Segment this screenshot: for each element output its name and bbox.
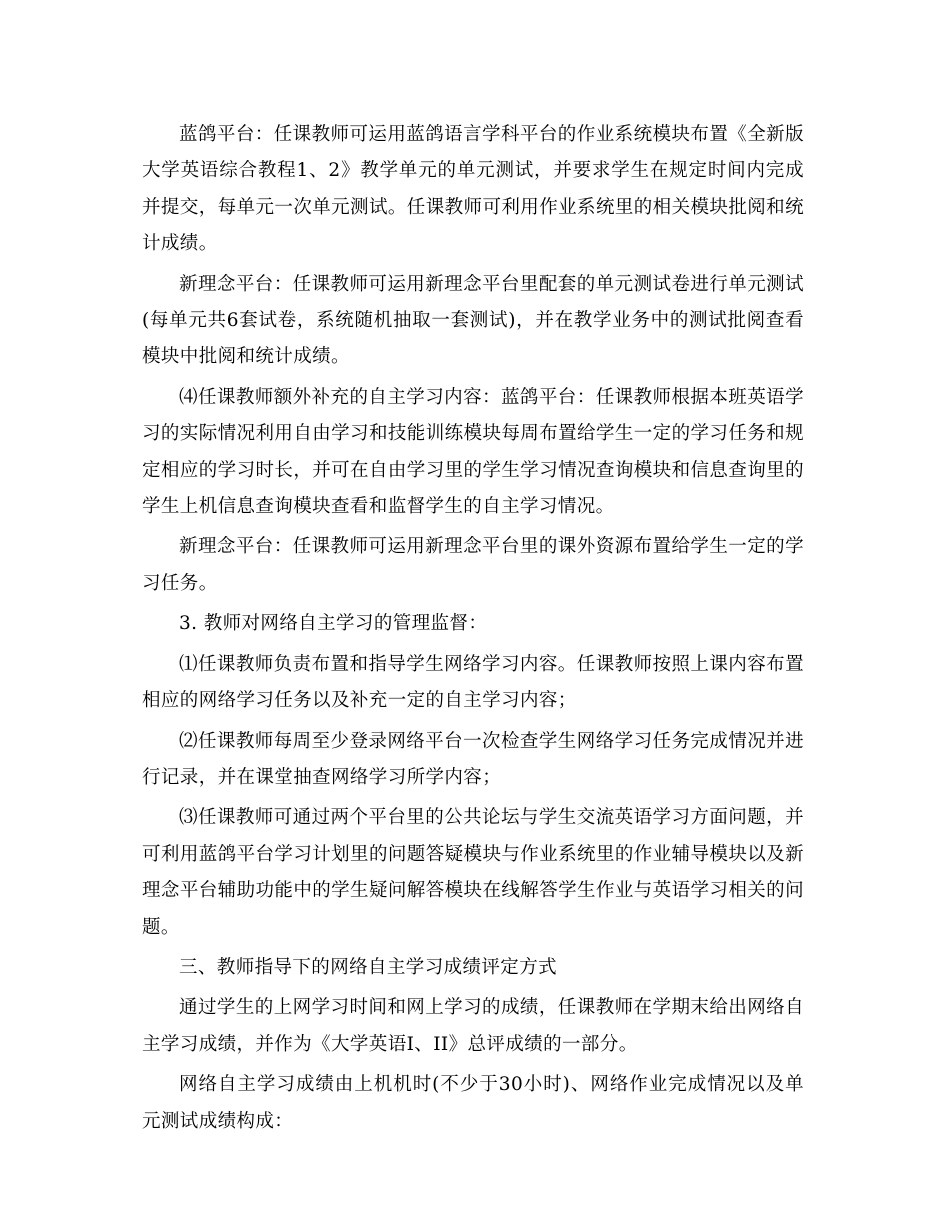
- section-heading-supervision: 3. 教师对网络自主学习的管理监督：: [179, 613, 488, 635]
- paragraph-grading-overview: 通过学生的上网学习时间和网上学习的成绩，任课教师在学期末给出网络自主学习成绩，并作为《大学英语I、II》总评成绩的一部分。: [142, 997, 804, 1055]
- paragraph-grading-composition: 网络自主学习成绩由上机机时(不少于30小时)、网络作业完成情况以及单元测试成绩构成：: [142, 1074, 804, 1132]
- paragraph-xinlinian-unit-test: 新理念平台：任课教师可运用新理念平台里配套的单元测试卷进行单元测试(每单元共6套试卷，系统随机抽取一套测试)，并在教学业务中的测试批阅查看模块中批阅和统计成绩。: [142, 273, 804, 368]
- paragraph-xinlinian-resources: 新理念平台：任课教师可运用新理念平台里的课外资源布置给学生一定的学习任务。: [142, 536, 804, 594]
- section-heading-grading: 三、教师指导下的网络自主学习成绩评定方式: [179, 956, 558, 978]
- paragraph-supervision-item-3: ⑶任课教师可通过两个平台里的公共论坛与学生交流英语学习方面问题，并可利用蓝鸽平台学习计划里的问题答疑模块与作业系统里的作业辅导模块以及新理念平台辅助功能中的学生疑问解答模块在线解答学生作业与英语学习相关的问题。: [142, 807, 804, 938]
- paragraph-extra-self-study: ⑷任课教师额外补充的自主学习内容：蓝鸽平台：任课教师根据本班英语学习的实际情况利用自由学习和技能训练模块每周布置给学生一定的学习任务和规定相应的学习时长，并可在自由学习里的学生学习情况查询模块和信息查询里的学生上机信息查询模块查看和监督学生的自主学习情况。: [142, 386, 804, 518]
- paragraph-lanke-unit-test: 蓝鸽平台：任课教师可运用蓝鸽语言学科平台的作业系统模块布置《全新版大学英语综合教程1、2》教学单元的单元测试，并要求学生在规定时间内完成并提交，每单元一次单元测试。任课教师可利用作业系统里的相关模块批阅和统计成绩。: [142, 124, 804, 255]
- paragraph-supervision-item-1: ⑴任课教师负责布置和指导学生网络学习内容。任课教师按照上课内容布置相应的网络学习任务以及补充一定的自主学习内容；: [142, 653, 804, 712]
- paragraph-supervision-item-2: ⑵任课教师每周至少登录网络平台一次检查学生网络学习任务完成情况并进行记录，并在课堂抽查网络学习所学内容；: [142, 730, 804, 788]
